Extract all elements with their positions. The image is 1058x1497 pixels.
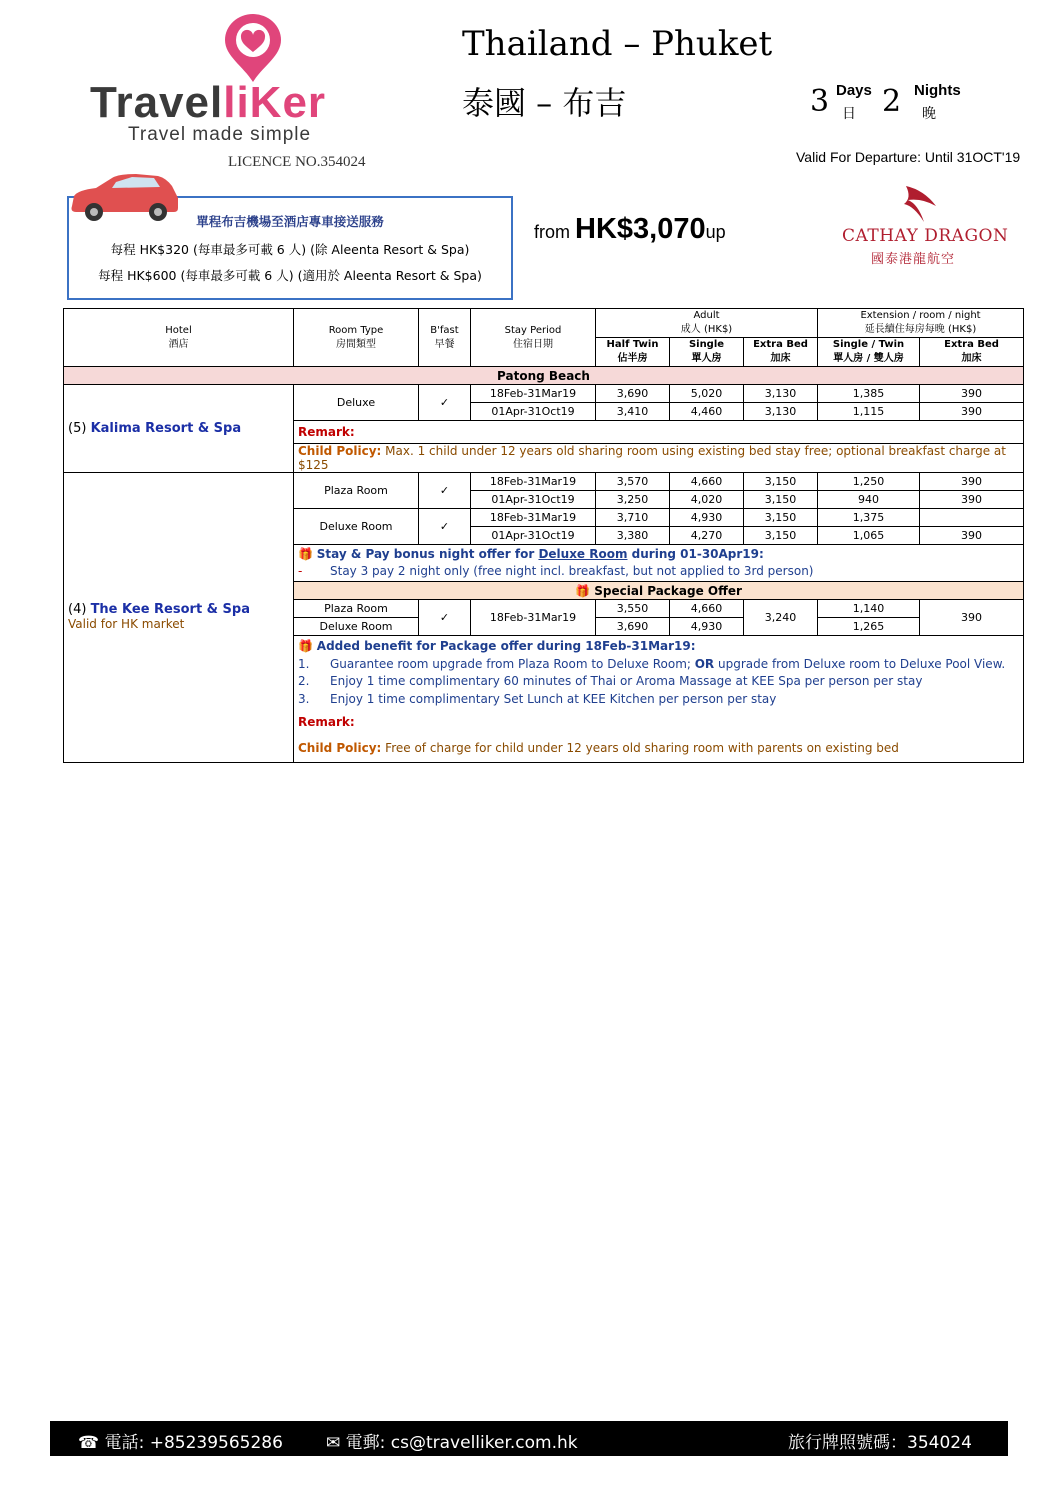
room-deluxe: Deluxe — [294, 385, 419, 421]
nights-count: 2 — [882, 84, 902, 119]
nights-label: Nights — [914, 82, 961, 99]
page-title-en: Thailand – Phuket — [462, 24, 773, 64]
breakfast-check: ✓ — [419, 600, 471, 636]
table-row: 01Apr-31Oct19 3,410 4,460 3,130 1,115 390 — [64, 403, 1024, 421]
section-patong-beach: Patong Beach — [64, 367, 1024, 385]
col-ext-single-twin: Single / Twin 單人房 / 雙人房 — [818, 338, 920, 367]
room-deluxe: Deluxe Room — [294, 509, 419, 545]
col-stay-period: Stay Period 住宿日期 — [471, 309, 596, 367]
table-row: 01Apr-31Oct19 3,250 4,020 3,150 940 390 — [64, 491, 1024, 509]
room-plaza: Plaza Room — [294, 473, 419, 509]
hotel-kalima: (5) Kalima Resort & Spa — [64, 385, 294, 473]
col-adult: Adult 成人 (HK$) — [596, 309, 818, 338]
from-price: from HK$3,070up — [534, 213, 726, 245]
rates-table — [63, 308, 1024, 763]
kalima-child-policy: Child Policy: Max. 1 child under 12 years old sharing room using existing bed stay free; optional breakfast charge at $125 — [294, 444, 1024, 473]
logo-wordmark: TravelliKer — [90, 78, 327, 127]
package-period: 18Feb-31Mar19 — [471, 600, 596, 636]
table-row: 01Apr-31Oct19 3,380 4,270 3,150 1,065 390 — [64, 527, 1024, 545]
col-room-type: Room Type 房間類型 — [294, 309, 419, 367]
footer-email[interactable]: ✉ 電郵: cs@travelliker.com.hk — [326, 1433, 578, 1453]
kalima-remark: Remark: — [294, 421, 1024, 444]
footer-phone[interactable]: ☎ 電話: +85239565286 — [78, 1433, 283, 1453]
days-label: Days — [836, 82, 872, 99]
hotel-the-kee: (4) The Kee Resort & Spa Valid for HK market — [64, 473, 294, 763]
gift-icon: 🎁 — [575, 583, 591, 598]
airline-name: CATHAY DRAGON — [842, 226, 1009, 246]
days-label-zh: 日 — [842, 106, 856, 122]
gift-icon: 🎁 — [298, 547, 313, 561]
transfer-price-2: 每程 HK$600 (每車最多可載 6 人) (適用於 Aleenta Resort & Spa) — [98, 268, 482, 283]
table-row: (4) The Kee Resort & Spa Valid for HK market Plaza Room ✓ 18Feb-31Mar19 3,570 4,660 3,150 1,250 390 — [64, 473, 1024, 491]
col-half-twin: Half Twin 佔半房 — [596, 338, 670, 367]
licence-number: LICENCE NO.354024 — [228, 154, 366, 170]
footer-bar — [50, 1421, 1008, 1456]
tagline: Travel made simple — [128, 124, 312, 145]
airline-name-zh: 國泰港龍航空 — [871, 252, 956, 267]
special-package-header: 🎁 Special Package Offer — [294, 582, 1024, 600]
col-ext-extra-bed: Extra Bed 加床 — [920, 338, 1024, 367]
table-row: Deluxe Room 3,690 4,930 1,265 — [64, 618, 1024, 636]
transfer-price-1: 每程 HK$320 (每車最多可載 6 人) (除 Aleenta Resort & Spa) — [110, 242, 470, 257]
stay-pay-offer: 🎁 Stay & Pay bonus night offer for Deluxe Room during 01-30Apr19: - Stay 3 pay 2 night only (free night incl. breakfast, but not applied to 3rd person) — [294, 545, 1024, 582]
nights-label-zh: 晚 — [922, 106, 936, 122]
gift-icon: 🎁 — [298, 639, 313, 653]
col-hotel: Hotel 酒店 — [64, 309, 294, 367]
logo-pin-icon — [221, 14, 285, 84]
col-extra-bed: Extra Bed 加床 — [744, 338, 818, 367]
footer-licence: 旅行牌照號碼：354024 — [788, 1433, 972, 1453]
col-single: Single 單人房 — [670, 338, 744, 367]
room-plaza: Plaza Room — [294, 600, 419, 618]
car-icon — [66, 172, 182, 222]
breakfast-check: ✓ — [419, 509, 471, 545]
breakfast-check: ✓ — [419, 473, 471, 509]
col-bfast: B'fast 早餐 — [419, 309, 471, 367]
transfer-title: 單程布吉機場至酒店專車接送服務 — [196, 214, 384, 229]
days-count: 3 — [810, 84, 830, 119]
package-benefits: 🎁 Added benefit for Package offer during 18Feb-31Mar19: 1. Guarantee room upgrade from Plaza Room to Deluxe Room; OR upgrade from Deluxe room to Deluxe Pool View. 2. Enjoy 1 time complimentary 60 minutes of Thai or Aroma Massage at KEE Spa per person per stay 3. Enjoy 1 time complimentary Set Lunch at KEE Kitchen per person per stay Remark: Child Policy: Free of charge for child under 12 years old sharing room with parents on existing bed — [294, 636, 1024, 763]
table-row: (5) Kalima Resort & Spa Deluxe ✓ 18Feb-31Mar19 3,690 5,020 3,130 1,385 390 — [64, 385, 1024, 403]
room-deluxe: Deluxe Room — [294, 618, 419, 636]
col-extension: Extension / room / night 延長續住每房每晚 (HK$) — [818, 309, 1024, 338]
page-title-zh: 泰國 – 布吉 — [462, 84, 627, 122]
breakfast-check: ✓ — [419, 385, 471, 421]
table-row: Deluxe Room ✓ 18Feb-31Mar19 3,710 4,930 3,150 1,375 — [64, 509, 1024, 527]
valid-departure: Valid For Departure: Until 31OCT'19 — [796, 149, 1021, 165]
airline-logo-icon — [902, 184, 938, 224]
table-row: Plaza Room ✓ 18Feb-31Mar19 3,550 4,660 3,240 1,140 390 — [64, 600, 1024, 618]
